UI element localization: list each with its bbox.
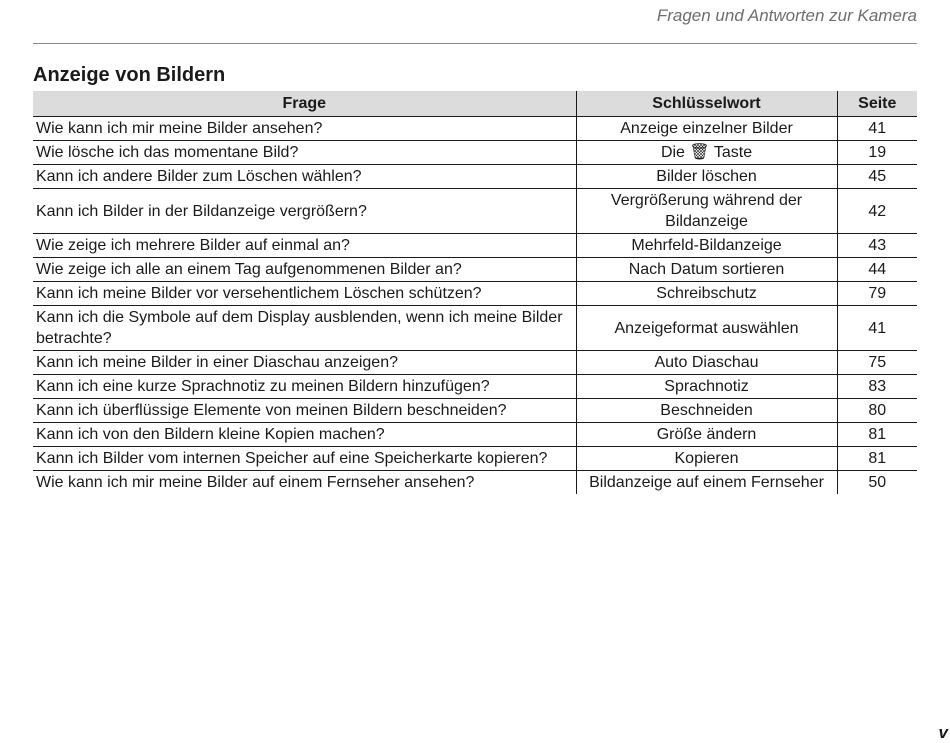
question-cell: Kann ich Bilder in der Bildanzeige vergrößern? — [33, 189, 576, 234]
keyword-cell: Mehrfeld-Bildanzeige — [576, 234, 837, 258]
page-cell: 75 — [837, 351, 917, 375]
table-row — [33, 399, 917, 423]
table-row — [33, 423, 917, 447]
keyword-cell: Beschneiden — [576, 399, 837, 423]
table-header-row — [33, 91, 917, 117]
page-cell: 19 — [837, 141, 917, 165]
question-cell: Wie kann ich mir meine Bilder auf einem Fernseher ansehen? — [36, 474, 475, 491]
keyword-cell: Nach Datum sortieren — [576, 258, 837, 282]
question-cell: Kann ich überflüssige Elemente von meinen Bildern beschneiden? — [33, 399, 576, 423]
keyword-cell: Auto Diaschau — [576, 351, 837, 375]
table-row — [33, 258, 917, 282]
running-header: Fragen und Antworten zur Kamera — [656, 6, 917, 25]
table-row — [33, 375, 917, 399]
question-cell: Wie kann ich mir meine Bilder ansehen? — [33, 117, 576, 141]
keyword-cell: Anzeigeformat auswählen — [576, 306, 837, 351]
column-header-page: Seite — [837, 91, 917, 117]
page-cell: 44 — [837, 258, 917, 282]
table-row — [33, 447, 917, 471]
table-row — [33, 471, 917, 495]
table-row — [33, 282, 917, 306]
keyword-cell: Größe ändern — [576, 423, 837, 447]
question-cell: Wie lösche ich das momentane Bild? — [33, 141, 576, 165]
table-row — [33, 306, 917, 351]
page-cell: 80 — [837, 399, 917, 423]
header-rule — [33, 43, 917, 44]
question-cell: Kann ich die Symbole auf dem Display ausblenden, wenn ich meine Bilder betrachte? — [33, 306, 576, 351]
column-header-question: Frage — [33, 91, 576, 117]
keyword-cell: Die 🗑 Taste — [576, 141, 837, 165]
page-cell: 43 — [837, 234, 917, 258]
keyword-cell: Anzeige einzelner Bilder — [576, 117, 837, 141]
keyword-cell: Vergrößerung während der Bildanzeige — [576, 189, 837, 234]
table-row — [33, 234, 917, 258]
question-cell: Kann ich meine Bilder in einer Diaschau anzeigen? — [33, 351, 576, 375]
table-row — [33, 165, 917, 189]
faq-table — [33, 91, 917, 494]
keyword-cell: Bilder löschen — [576, 165, 837, 189]
question-cell: Kann ich von den Bildern kleine Kopien machen? — [33, 423, 576, 447]
table-row — [33, 189, 917, 234]
page-cell: 79 — [837, 282, 917, 306]
keyword-cell: Kopieren — [576, 447, 837, 471]
section-title: Anzeige von Bildern — [33, 64, 226, 86]
table-row — [33, 351, 917, 375]
page-cell: 45 — [837, 165, 917, 189]
question-cell: Wie zeige ich alle an einem Tag aufgenommenen Bilder an? — [33, 258, 576, 282]
page-cell: 41 — [837, 117, 917, 141]
keyword-cell: Sprachnotiz — [576, 375, 837, 399]
question-cell: Kann ich andere Bilder zum Löschen wählen? — [33, 165, 576, 189]
page-cell: 50 — [837, 471, 917, 495]
page-cell: 41 — [837, 306, 917, 351]
page-cell: 81 — [837, 447, 917, 471]
keyword-cell: Schreibschutz — [576, 282, 837, 306]
page-cell: 81 — [837, 423, 917, 447]
page-number: v — [938, 723, 948, 742]
question-cell: Wie zeige ich mehrere Bilder auf einmal an? — [33, 234, 576, 258]
question-cell: Kann ich Bilder vom internen Speicher auf eine Speicherkarte kopieren? — [33, 447, 576, 471]
question-cell: Kann ich meine Bilder vor versehentlichem Löschen schützen? — [33, 282, 576, 306]
page-cell: 42 — [837, 189, 917, 234]
keyword-cell: Bildanzeige auf einem Fernseher — [576, 471, 837, 495]
question-cell: Kann ich eine kurze Sprachnotiz zu meinen Bildern hinzufügen? — [33, 375, 576, 399]
table-row — [33, 141, 917, 165]
table-body — [33, 117, 917, 495]
page-cell: 83 — [837, 375, 917, 399]
column-header-keyword: Schlüsselwort — [576, 91, 837, 117]
table-row — [33, 117, 917, 141]
